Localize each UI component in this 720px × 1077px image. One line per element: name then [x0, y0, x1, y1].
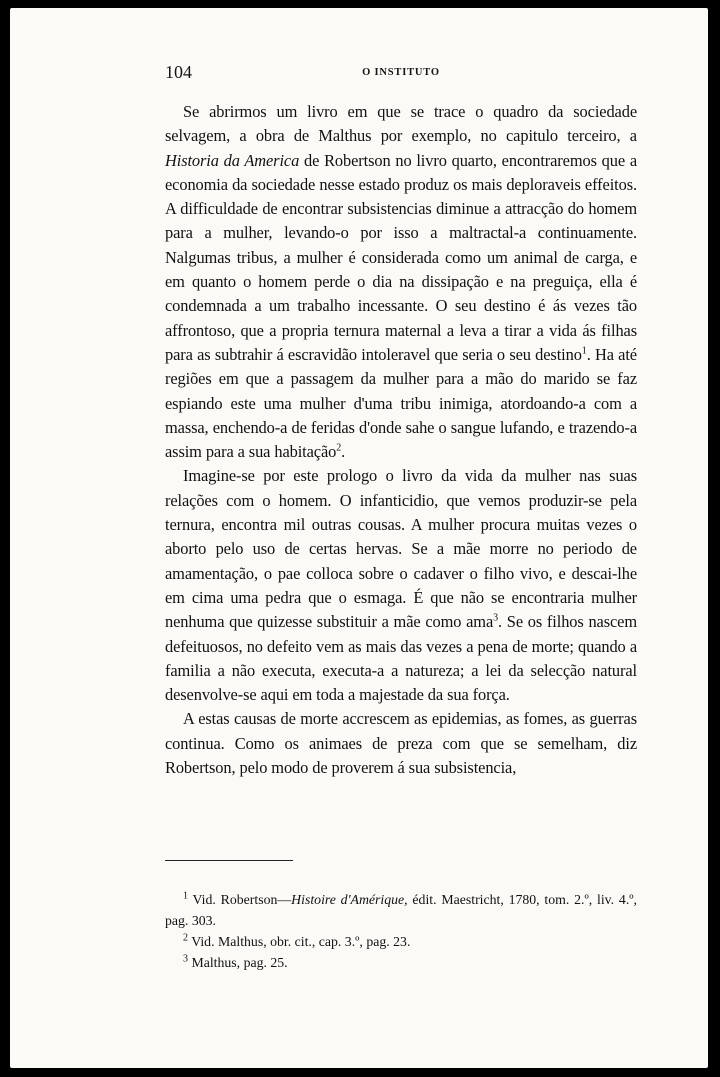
text-run: . — [341, 442, 346, 462]
footnote-marker: 3 — [493, 612, 499, 624]
text-run: Vid. Malthus, obr. cit., cap. 3.º, pag. 23. — [188, 934, 411, 949]
text-run: Malthus, pag. 25. — [188, 955, 288, 970]
footnote — [165, 931, 637, 952]
text-run: Imagine-se por este prologo o livro da vida da mulher nas suas relações com o homem. O infanticidio, que vemos produzir-se pela ternura, encontra mil outras cousas. A mulher procura muitas vezes o aborto pelo uso de certas hervas. Se a mãe morre no periodo de amamentação, o pae colloca sobre o cadaver o filho vivo, e descai-lhe em cima uma pedra que o esmaga. É que não se encontraria mulher nenhuma que quizesse substituir a mãe como ama — [165, 466, 637, 632]
page-sheet — [10, 8, 708, 1068]
page-number: 104 — [165, 62, 192, 82]
paragraph — [165, 707, 637, 780]
footnote-marker: 2 — [336, 442, 342, 454]
page-header — [165, 62, 637, 86]
text-run: . Ha até regiões em que a passagem da mulher para a mão do marido se faz espiando este uma mulher d'uma tribu inimiga, atordoando-a com a massa, enchendo-a de feridas d'onde sahe o sangue lufando, e trazendo-a assim para a sua habitação — [165, 344, 637, 462]
running-title: O INSTITUTO — [362, 67, 440, 78]
paragraph — [165, 464, 637, 707]
footnotes — [165, 889, 637, 973]
text-run: , édit. Maestricht, 1780, tom. 2.º, liv. 4.º, pag. 303. — [165, 892, 637, 928]
text-run: de Robertson no livro quarto, encontraremos que a economia da sociedade nesse estado produz os mais deploraveis effeitos. A difficuldade de encontrar subsistencias diminue a attracção do homem para a mulher, levando-o por isso a maltractal-a continuamente. Nalgumas tribus, a mulher é considerada como um animal de carga, e em quanto o homem perde o dia na dissipação e na preguiça, ella é condemnada a um trabalho incessante. O seu destino é ás vezes tão affrontoso, que a propria ternura maternal a leva a tirar a vida ás filhas para as subtrahir á escravidão intoleravel que seria o seu destino — [165, 150, 638, 364]
footnote — [165, 889, 637, 931]
paragraph — [165, 100, 637, 464]
italic-title: Historia da America — [165, 150, 300, 170]
text-run: . Se os filhos nascem defeituosos, no defeito vem as mais das vezes a pena de morte; quando a familia a não executa, executa-a a natureza; a lei da selecção natural desenvolve-se aqui em toda a majestade da sua força. — [165, 612, 637, 705]
footnote-marker: 2 — [183, 932, 188, 944]
text-run: Se abrirmos um livro em que se trace o quadro da sociedade selvagem, a obra de Malthus por exemplo, no capitulo terceiro, a — [165, 102, 637, 146]
text-run: Vid. Robertson— — [188, 892, 292, 907]
italic-title: Histoire d'Amérique — [291, 892, 405, 907]
footnote — [165, 952, 637, 973]
footnote-marker: 1 — [183, 890, 188, 902]
footnote-marker: 1 — [581, 345, 587, 357]
footnote-marker: 3 — [183, 953, 188, 965]
body-text — [165, 100, 637, 780]
text-run: A estas causas de morte accrescem as epidemias, as fomes, as guerras continua. Como os animaes de preza com que se semelham, diz Robertson, pelo modo de proverem á sua subsistencia, — [165, 709, 637, 778]
footnote-rule — [165, 860, 293, 861]
